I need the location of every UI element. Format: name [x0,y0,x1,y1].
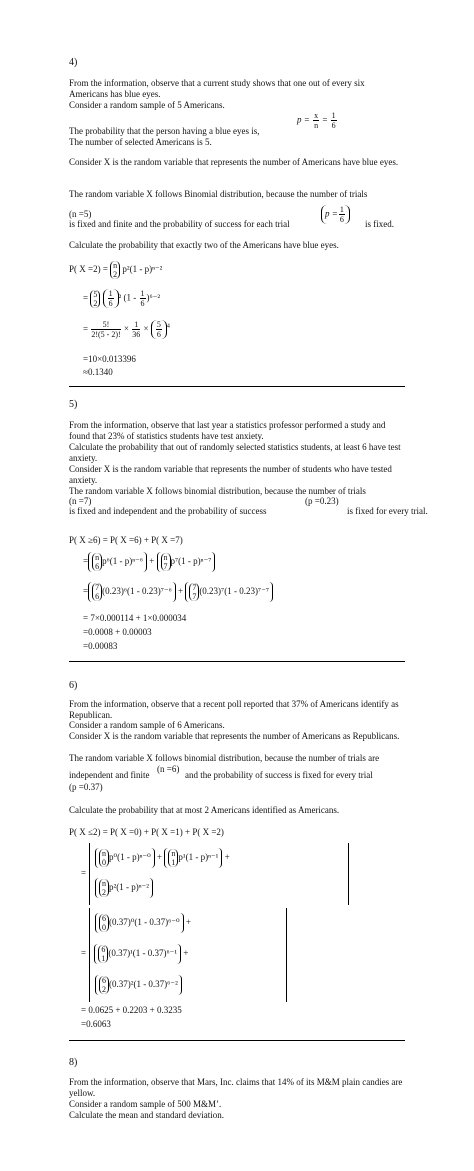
sec4-paragraph-7: Calculate the probability that exactly two of the Americans have blue eyes. [69,240,339,250]
sec4-p-formula: p = $\frac{x}{n}$ = $\frac{1}{6}$ [297,111,336,130]
sec8-paragraph-2: Consider a random sample of 500 M&M’. [69,1099,222,1109]
sec5-paragraph-1: From the information, observe that last year a statistics professor performed a study and found that 23% of statistics students have test anxiety. [69,420,386,441]
sec6-eq-line-4: = 0.0625 + 0.2203 + 0.3235 [81,1005,182,1015]
sec6-eq-line-2c: n 2 p²(1 - p)ⁿ⁻² [81,878,153,898]
sec6-eq-line-3c: 6 2 (0.37)²(1 - 0.37)⁶⁻² [81,975,182,995]
sec6-paragraph-7: Calculate the probability that at most 2 Americans identified as Americans. [69,805,340,815]
sec4-paragraph-2: Consider a random sample of 5 Americans. [69,100,225,110]
sec4-trials-line: (n =5) [69,209,92,219]
sec6-paragraph-3: Consider X is the random variable that represents the number of Americans as Republicans. [69,731,400,741]
sec6-eq-line-2: n 0 p⁰(1 - p)ⁿ⁻⁰ + n 1 p¹(1 - p)ⁿ⁻¹ + [81,848,230,868]
sec5-paragraph-3: Consider X is the random variable that represents the number of students who have tested anxiety. [69,464,392,485]
sec4-paragraph-5: Consider X is the random variable that represents the number of Americans have blue eyes. [69,157,399,167]
sec5-eq-line-4: = 7×0.000114 + 1×0.000034 [83,613,187,623]
section-divider [69,1040,405,1041]
sec4-eq-line-2: = 5 2 $\frac{1}{6}$ ² (1 - $\frac{1}{6}$ )⁶⁻² [83,289,161,308]
sec4-paragraph-1: From the information, observe that a current study shows that one out of every six Americans has blue eyes. [69,78,365,99]
sec5-eq-line-1: P( X ≥6) = P( X =6) + P( X =7) [69,535,183,545]
sec6-eq-line-3a: 6 0 (0.37)⁰(1 - 0.37)⁶⁻⁰ + [81,913,191,933]
sec4-paragraph-6: The random variable X follows Binomial distribution, because the number of trials [69,189,368,199]
sec4-paragraph-3: The probability that the person having a blue eyes is, [69,126,260,136]
sec4-eq-line-5: ≈0.1340 [83,367,113,377]
sec6-eq-line-1: P( X ≤2) = P( X =0) + P( X =1) + P( X =2) [69,827,224,837]
sec4-paragraph-4: The number of selected Americans is 5. [69,137,212,147]
sec5-eq-line-5: =0.0008 + 0.00003 [83,627,152,637]
sec6-eq-line-3b: = 6 1 (0.37)¹(1 - 0.37)⁶⁻¹ + [81,945,189,963]
section-number-5: 5) [69,399,78,410]
sec8-paragraph-1: From the information, observe that Mars, Inc. claims that 14% of its M&M plain candies are yellow. [69,1077,403,1098]
section-number-6: 6) [69,680,78,691]
sec6-paragraph-2: Consider a random sample of 6 Americans. [69,720,225,730]
sec5-paragraph-4: The random variable X follows binomial distribution, because the number of trials [69,486,366,496]
section-divider [69,386,405,387]
sec4-eq-line-3: = $\frac{5!}{2!(5 - 2)!}$ × $\frac{1}{36}$ × $\frac{5}{6}$ $^4$ [83,320,170,339]
sec4-eq-line-1: P( X =2) = n 2 p²(1 - p)ⁿ⁻² [69,261,163,279]
section-divider [69,661,405,662]
sec6-paragraph-4: The random variable X follows binomial distribution, because the number of trials are [69,753,380,763]
sec6-eq-line-5: =0.6063 [81,1019,111,1029]
sec4-p-one-sixth: p = $\frac{1}{6}$ [321,205,350,224]
sec6-paragraph-1: From the information, observe that a recent poll reported that 37% of Americans identify as Republican. [69,699,399,720]
sec5-eq-line-6: =0.00083 [83,641,118,651]
sec5-eq-line-2: = n 6 p⁶(1 - p)ⁿ⁻⁶ + n 7 p⁷(1 - p)ⁿ⁻⁷ [83,552,215,572]
section-number-8: 8) [69,1057,78,1068]
sec4-eq-line-4: =10×0.013396 [83,354,136,364]
sec5-paragraph-2: Calculate the probability that out of randomly selected statistics students, at least 6 have test anxiety. [69,442,401,463]
section-number-4: 4) [69,57,78,68]
sec5-eq-line-3: = 7 6 (0.23)⁶(1 - 0.23)⁷⁻⁶ + 7 7 (0.23)⁷(1 - 0.23)⁷⁻⁷ [83,582,273,602]
sec8-paragraph-3: Calculate the mean and standard deviation. [69,1110,224,1120]
